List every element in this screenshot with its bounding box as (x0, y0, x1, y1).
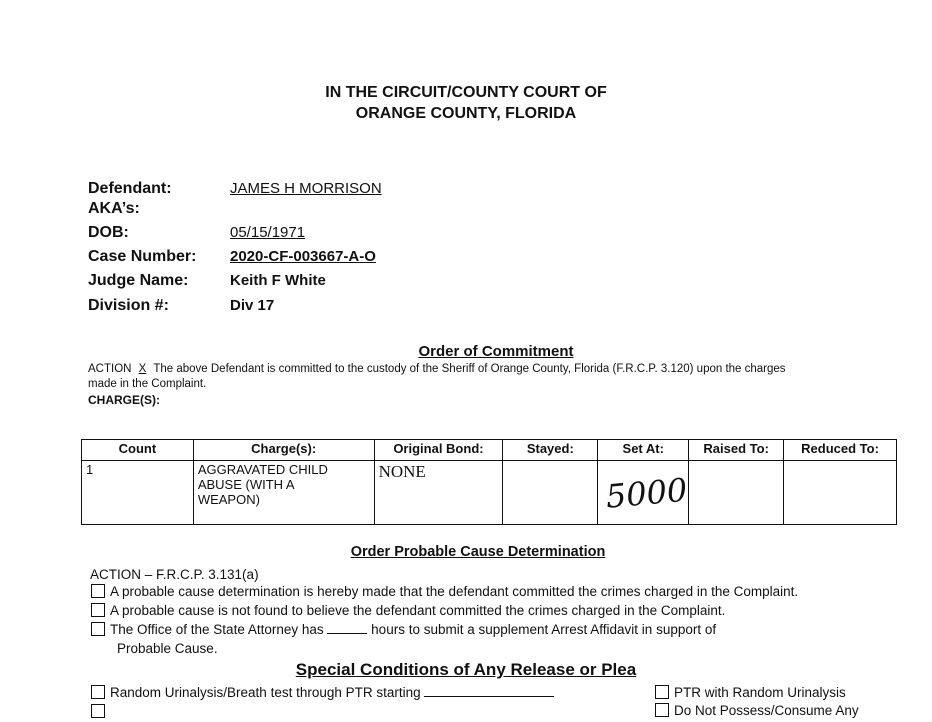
charge-line: ABUSE (WITH A (197, 477, 295, 492)
option-2-text: A probable cause is not found to believe the defendant committed the crimes charged in the Complaint. (110, 603, 726, 618)
starting-date-blank[interactable] (424, 696, 554, 697)
ptr-random-urinalysis-item[interactable] (655, 685, 846, 700)
checkbox-icon[interactable] (91, 685, 105, 699)
commitment-action-line (88, 363, 786, 375)
defendant-label: Defendant: (88, 180, 172, 197)
header-count: Count (82, 440, 194, 461)
division-label: Division #: (88, 297, 169, 314)
set-at-amount-text: 5000 (604, 470, 689, 516)
cut-off-checkbox-row (91, 703, 110, 721)
probable-cause-title: Order Probable Cause Determination (350, 544, 606, 560)
commitment-text-line1: The above Defendant is committed to the custody of the Sheriff of Orange County, Florida (F.R.C.P. 3.120) upon the charges (153, 363, 786, 375)
charges-header-row (82, 440, 897, 461)
checkbox-icon[interactable] (91, 622, 105, 636)
cell-reduced-to (784, 461, 897, 525)
table-row (82, 461, 897, 525)
cell-count: 1 (82, 461, 194, 525)
charge-line: WEAPON) (197, 492, 260, 507)
checkbox-icon[interactable] (91, 584, 105, 598)
dob-value: 05/15/1971 (230, 224, 306, 241)
dob-label: DOB: (88, 224, 129, 241)
handwritten-set-at-amount (598, 461, 688, 521)
judge-name-value: Keith F White (230, 272, 326, 289)
special-conditions-title: Special Conditions of Any Release or Plea (295, 660, 637, 679)
checkbox-icon[interactable] (655, 685, 669, 699)
judge-name-label: Judge Name: (88, 272, 189, 289)
cell-stayed (503, 461, 598, 525)
probable-cause-option-2[interactable] (91, 603, 725, 618)
defendant-name: JAMES H MORRISON (230, 180, 382, 197)
commitment-action-mark: X (138, 363, 147, 375)
charges-label: CHARGE(S): (88, 393, 160, 407)
cell-raised-to (689, 461, 784, 525)
checkbox-icon[interactable] (91, 704, 105, 718)
probable-cause-option-1[interactable] (91, 584, 798, 599)
checkbox-icon[interactable] (655, 703, 669, 717)
charge-line: AGGRAVATED CHILD (197, 462, 328, 477)
header-charges: Charge(s): (193, 440, 374, 461)
cell-charge (193, 461, 374, 525)
order-of-commitment-title: Order of Commitment (418, 343, 574, 360)
header-original-bond: Original Bond: (374, 440, 503, 461)
division-value: Div 17 (230, 297, 275, 314)
random-urinalysis-text: Random Urinalysis/Breath test through PTR starting (110, 685, 421, 700)
option-3-text-a: The Office of the State Attorney has (110, 622, 324, 637)
cell-set-at (598, 461, 689, 525)
commitment-action-prefix: ACTION (88, 363, 132, 375)
court-title-line1: IN THE CIRCUIT/COUNTY COURT OF (325, 84, 607, 101)
random-urinalysis-item[interactable] (91, 685, 554, 700)
do-not-possess-text: Do Not Possess/Consume Any (674, 703, 859, 718)
ptr-random-urinalysis-text: PTR with Random Urinalysis (674, 685, 846, 700)
hours-blank[interactable] (327, 633, 367, 634)
case-number-value: 2020-CF-003667-A-O (230, 248, 376, 265)
court-title-line2: ORANGE COUNTY, FLORIDA (355, 105, 577, 122)
aka-label: AKA’s: (88, 200, 140, 217)
commitment-text-line2: made in the Complaint. (88, 378, 207, 390)
do-not-possess-item[interactable] (655, 703, 859, 718)
option-1-text: A probable cause determination is hereby made that the defendant committed the crimes charged in the Complaint. (110, 584, 799, 599)
header-raised-to: Raised To: (689, 440, 784, 461)
header-set-at: Set At: (598, 440, 689, 461)
cell-original-bond: NONE (374, 461, 503, 525)
charges-table (81, 439, 897, 525)
case-number-label: Case Number: (88, 248, 197, 265)
option-3-text-c: Probable Cause. (117, 641, 218, 656)
header-stayed: Stayed: (503, 440, 598, 461)
option-3-text-b: hours to submit a supplement Arrest Affidavit in support of (371, 622, 717, 637)
checkbox-icon[interactable] (91, 603, 105, 617)
header-reduced-to: Reduced To: (784, 440, 897, 461)
probable-cause-action: ACTION – F.R.C.P. 3.131(a) (90, 567, 259, 582)
probable-cause-option-3[interactable] (91, 622, 716, 637)
